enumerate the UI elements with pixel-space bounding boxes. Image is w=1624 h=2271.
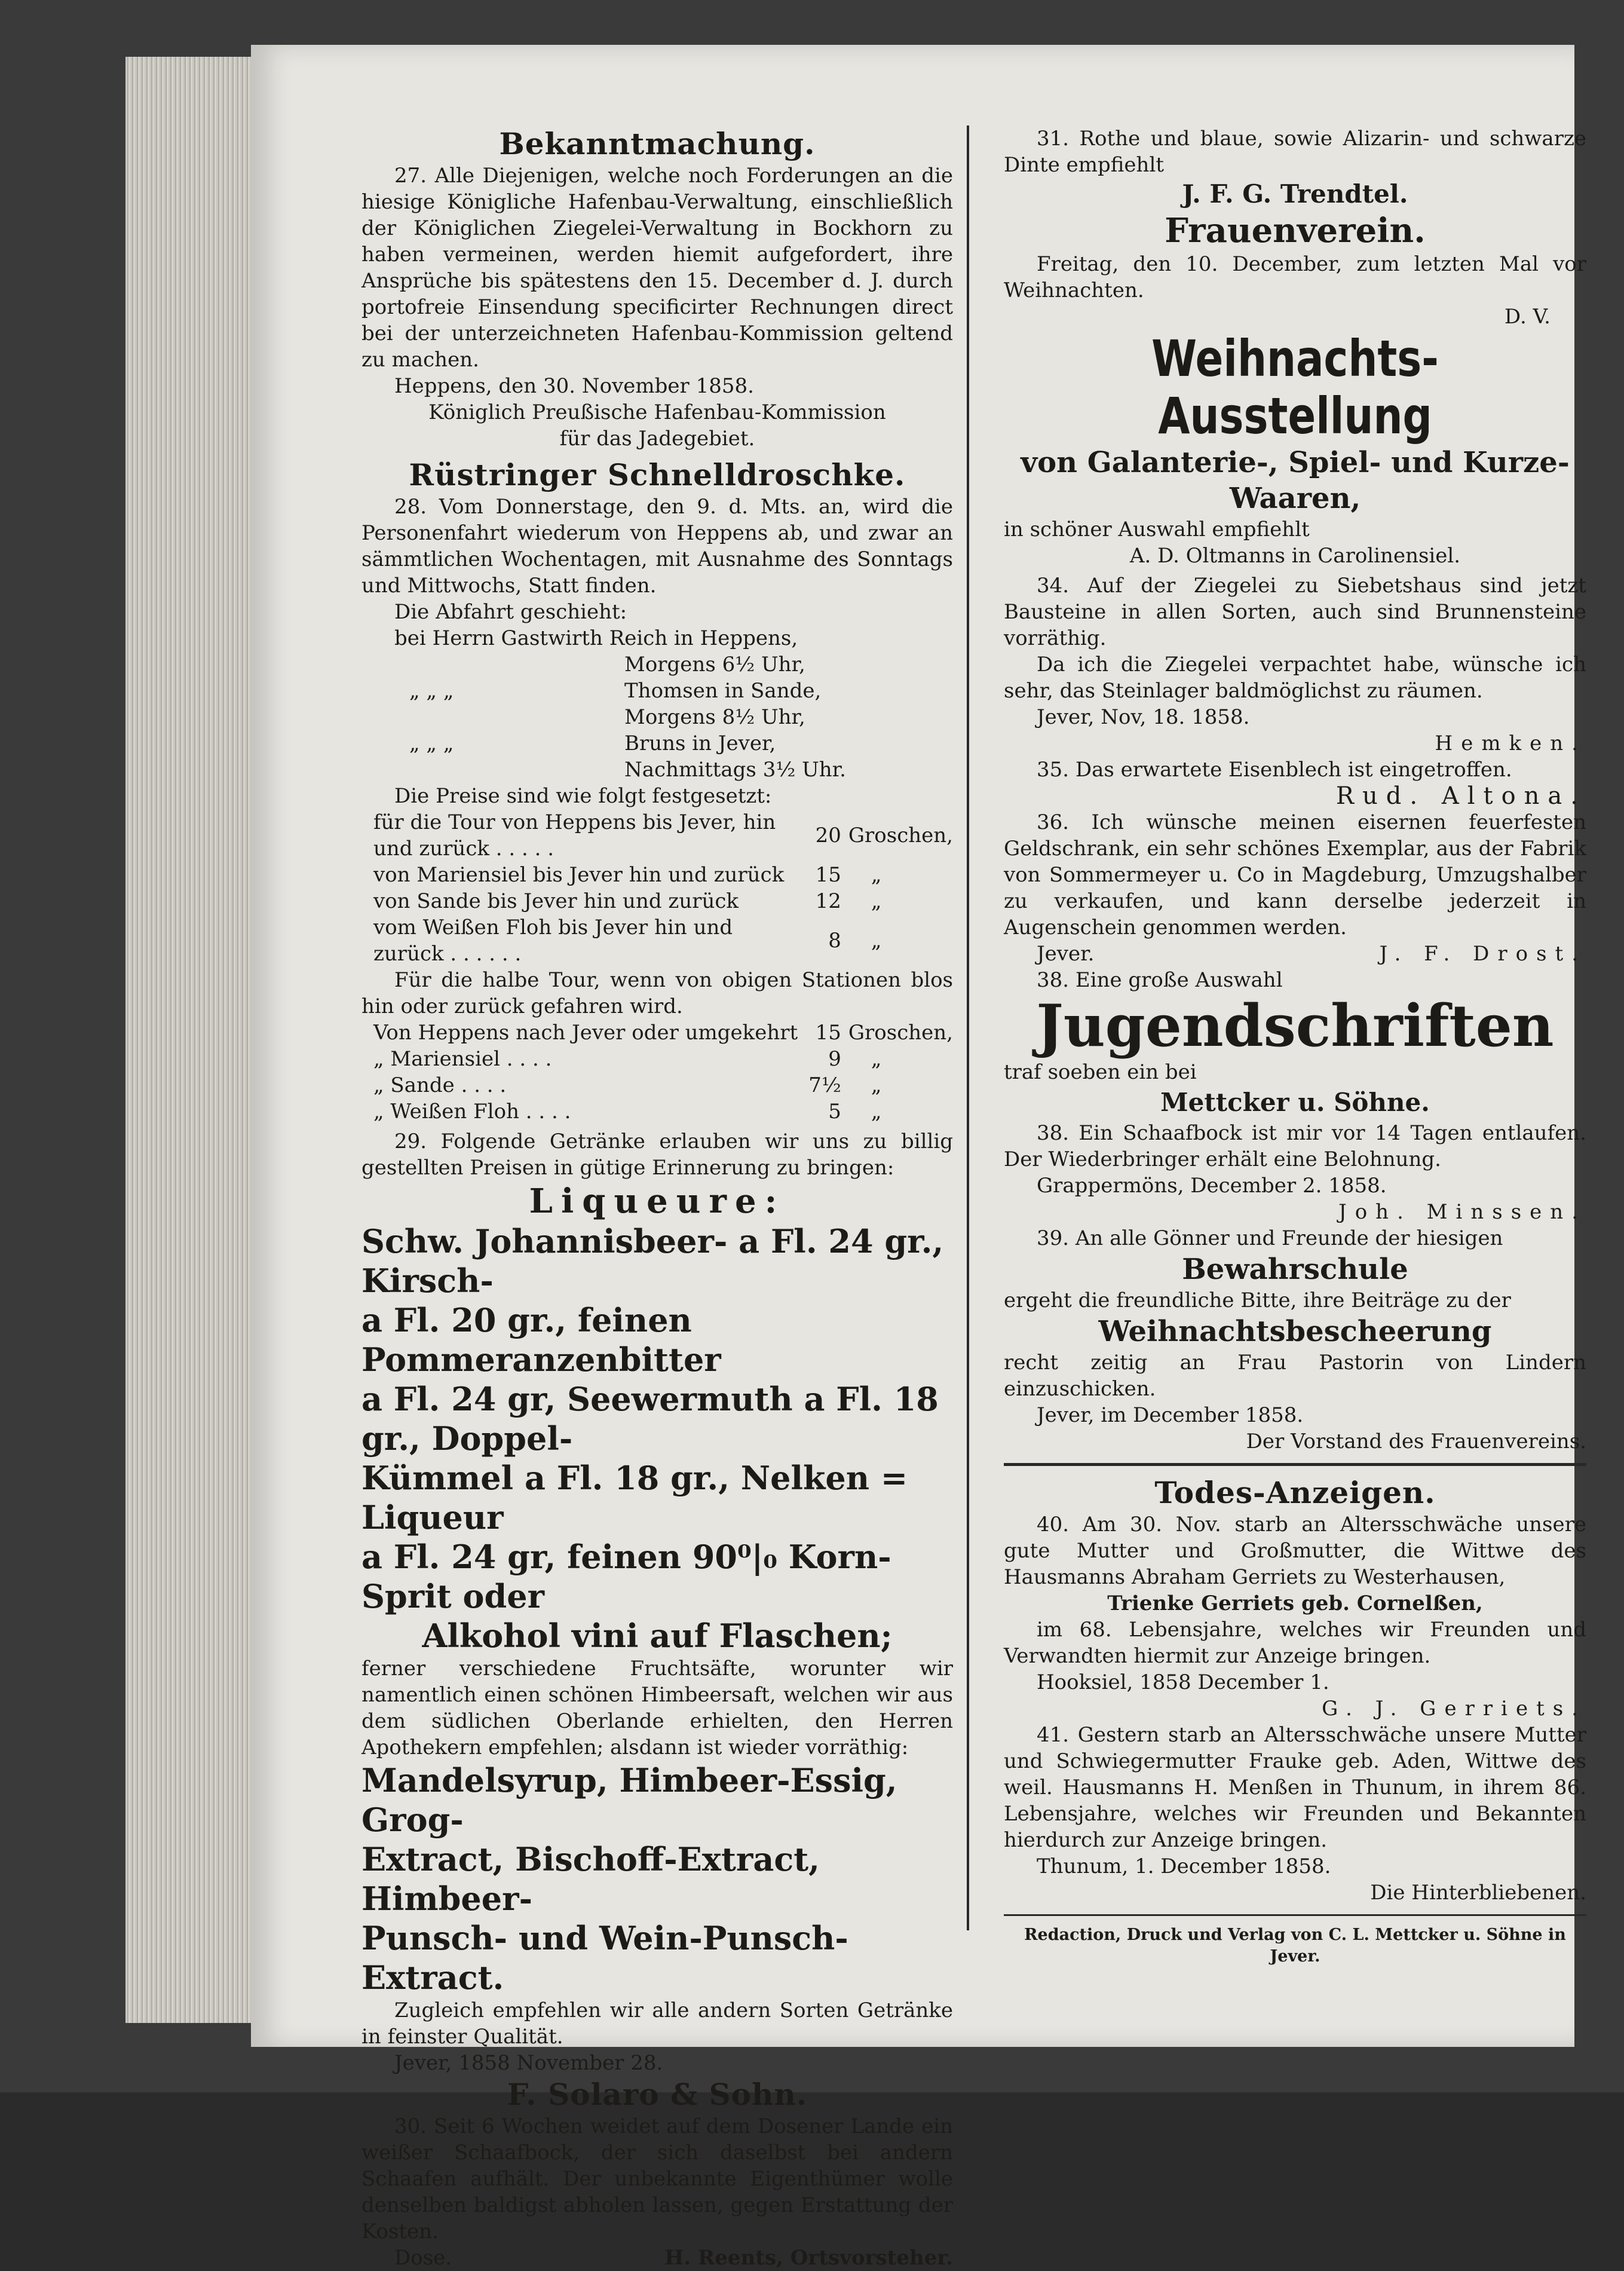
price-amount: 8 bbox=[828, 929, 841, 953]
liqueur-line: a Fl. 20 gr., feinen Pommeranzenbitter bbox=[361, 1301, 721, 1379]
schaafbock-place: Dose. bbox=[394, 2246, 452, 2270]
schedule-line: Nachmittags 3½ Uhr. bbox=[624, 758, 846, 782]
price-amount: 7½ bbox=[808, 1073, 841, 1097]
bewahrschule-signature: Der Vorstand des Frauenvereins. bbox=[1246, 1430, 1586, 1453]
ziegelei-signature: Hemken. bbox=[1435, 732, 1586, 755]
todes-40-date: Hooksiel, 1858 December 1. bbox=[1037, 1670, 1329, 1694]
abfahrt-label: Die Abfahrt geschieht: bbox=[394, 600, 627, 624]
todes-41-date: Thunum, 1. December 1858. bbox=[1037, 1854, 1331, 1878]
price-row bbox=[361, 914, 953, 967]
ditto-marks: „ „ „ bbox=[409, 679, 454, 703]
left-column bbox=[361, 126, 953, 2271]
price-unit: Groschen, bbox=[848, 824, 953, 847]
schaafbock-body: 30. Seit 6 Wochen weidet auf dem Dosener Lande ein weißer Schaafbock, der sich daselbst bei andern Schaafen aufhält. Der unbekannte Eigenthümer wolle denselben baldigst abholen lassen, gegen Erstattung der Kosten. bbox=[361, 2114, 953, 2244]
price-label: „ Sande . . . . bbox=[373, 1073, 507, 1097]
extract-line: Mandelsyrup, Himbeer-Essig, Grog- bbox=[361, 1761, 897, 1839]
getraenke-intro: 29. Folgende Getränke erlauben wir uns zu billig gestellten Preisen in gütige Erinnerung zu bringen: bbox=[361, 1130, 953, 1180]
frauenverein-heading: Frauenverein. bbox=[1165, 211, 1426, 250]
price-unit: „ bbox=[871, 1073, 882, 1097]
footer-rule bbox=[1004, 1914, 1586, 1916]
price-label: Von Heppens nach Jever oder umgekehrt bbox=[373, 1021, 798, 1045]
price-amount: 9 bbox=[828, 1047, 841, 1071]
price-label: vom Weißen Floh bis Jever hin und zurück . . . . . . bbox=[373, 916, 733, 966]
ditto-marks: „ „ „ bbox=[409, 732, 454, 755]
bekanntmachung-signature-2: für das Jadegebiet. bbox=[559, 427, 755, 451]
weihnachts-subtitle-2: Waaren, bbox=[1229, 482, 1361, 515]
price-amount: 20 bbox=[815, 824, 841, 847]
ziegelei-body-2: Da ich die Ziegelei verpachtet habe, wünsche ich sehr, das Steinlager baldmöglichst zu räumen. bbox=[1004, 653, 1586, 703]
price-row bbox=[361, 809, 953, 862]
todes-40-name: Trienke Gerriets geb. Cornelßen, bbox=[1107, 1591, 1483, 1615]
liqueur-line: a Fl. 24 gr, feinen 90⁰|₀ Korn-Sprit oder bbox=[361, 1538, 891, 1615]
todes-anzeigen-heading: Todes-Anzeigen. bbox=[1154, 1475, 1436, 1510]
schnelldroschke-heading: Rüstringer Schnelldroschke. bbox=[409, 457, 906, 492]
liqueur-line: Schw. Johannisbeer- a Fl. 24 gr., Kirsch- bbox=[361, 1222, 944, 1300]
liqueur-line: Kümmel a Fl. 18 gr., Nelken = Liqueur bbox=[361, 1459, 908, 1537]
liqueur-line: Alkohol vini auf Flaschen; bbox=[422, 1617, 893, 1655]
todes-40-body: 40. Am 30. Nov. starb an Altersschwäche unsere gute Mutter und Großmutter, die Wittwe des Hausmanns Abraham Gerriets zu Westerhausen, bbox=[1004, 1513, 1586, 1589]
entlaufen-date: Grappermöns, December 2. 1858. bbox=[1037, 1174, 1387, 1198]
eisenblech-body: 35. Das erwartete Eisenblech ist eingetroffen. bbox=[1037, 758, 1512, 782]
bewahrschule-body: ergeht die freundliche Bitte, ihre Beiträge zu der bbox=[1004, 1288, 1511, 1312]
section-rule bbox=[1004, 1463, 1586, 1466]
ziegelei-body: 34. Auf der Ziegelei zu Siebetshaus sind jetzt Bausteine in allen Sorten, auch sind Brunnensteine vorräthig. bbox=[1004, 574, 1586, 650]
price-unit: „ bbox=[871, 929, 882, 953]
todes-41-signature: Die Hinterbliebenen. bbox=[1370, 1881, 1586, 1905]
price-label: „ Weißen Floh . . . . bbox=[373, 1100, 571, 1124]
jugendschriften-intro: 38. Eine große Auswahl bbox=[1037, 968, 1283, 992]
schedule-line: bei Herrn Gastwirth Reich in Heppens, bbox=[394, 626, 798, 650]
dinte-ad-body: 31. Rothe und blaue, sowie Alizarin- und schwarze Dinte empfiehlt bbox=[1004, 127, 1586, 177]
price-label: „ Mariensiel . . . . bbox=[373, 1047, 552, 1071]
jugendschriften-body: traf soeben ein bei bbox=[1004, 1060, 1197, 1084]
price-amount: 5 bbox=[828, 1100, 841, 1124]
schnelldroschke-body: 28. Vom Donnerstage, den 9. d. Mts. an, wird die Personenfahrt wiederum von Heppens ab, und zwar an sämmtlichen Wochentagen, mit Ausnahme des Sonntags und Mittwochs, Statt finden. bbox=[361, 495, 953, 598]
price-amount: 15 bbox=[815, 863, 841, 887]
todes-40-signature: G. J. Gerriets. bbox=[1322, 1697, 1586, 1721]
price-table bbox=[361, 809, 953, 967]
price-unit: „ bbox=[871, 889, 882, 913]
price-row bbox=[361, 1072, 953, 1098]
entlaufen-signature: Joh. Minssen. bbox=[1338, 1200, 1586, 1224]
price-label: von Mariensiel bis Jever hin und zurück bbox=[373, 863, 785, 887]
half-price-table bbox=[361, 1020, 953, 1125]
price-row bbox=[361, 1020, 953, 1046]
preise-label: Die Preise sind wie folgt festgesetzt: bbox=[394, 784, 772, 808]
weihnachtsbescheerung-heading: Weihnachtsbescheerung bbox=[1098, 1315, 1492, 1348]
todes-40-body-2: im 68. Lebensjahre, welches wir Freunden und Verwandten hiermit zur Anzeige bringen. bbox=[1004, 1618, 1586, 1668]
bekanntmachung-heading: Bekanntmachung. bbox=[499, 126, 816, 161]
price-row bbox=[361, 862, 953, 888]
column-divider bbox=[967, 126, 969, 1930]
entlaufen-body: 38. Ein Schaafbock ist mir vor 14 Tagen entlaufen. Der Wiederbringer erhält eine Belohnung. bbox=[1004, 1121, 1586, 1171]
bewahrschule-heading: Bewahrschule bbox=[1182, 1253, 1408, 1286]
weihnachts-ausstellung-heading: Weihnachts-Ausstellung bbox=[1151, 329, 1439, 445]
price-unit: „ bbox=[871, 863, 882, 887]
weihnachts-subtitle: von Galanterie-, Spiel- und Kurze- bbox=[1021, 446, 1570, 479]
frauenverein-body: Freitag, den 10. December, zum letzten Mal vor Weihnachten. bbox=[1004, 252, 1586, 302]
bewahrschule-date: Jever, im December 1858. bbox=[1037, 1403, 1304, 1427]
price-unit: Groschen, bbox=[848, 1021, 953, 1045]
price-unit: „ bbox=[871, 1047, 882, 1071]
schedule-line: Morgens 8½ Uhr, bbox=[624, 705, 805, 729]
bewahrschule-intro: 39. An alle Gönner und Freunde der hiesigen bbox=[1037, 1226, 1503, 1250]
geldschrank-signature: J. F. Drost. bbox=[1379, 942, 1586, 966]
right-column bbox=[1004, 126, 1586, 1967]
bekanntmachung-date: Heppens, den 30. November 1858. bbox=[394, 374, 754, 398]
price-row bbox=[361, 1098, 953, 1125]
price-unit: „ bbox=[871, 1100, 882, 1124]
ziegelei-date: Jever, Nov, 18. 1858. bbox=[1037, 705, 1250, 729]
imprint-footer: Redaction, Druck und Verlag von C. L. Mettcker u. Söhne in Jever. bbox=[1024, 1926, 1566, 1966]
schedule-line: Morgens 6½ Uhr, bbox=[624, 653, 805, 677]
bekanntmachung-signature: Königlich Preußische Hafenbau-Kommission bbox=[428, 400, 886, 424]
bekanntmachung-body: 27. Alle Diejenigen, welche noch Forderungen an die hiesige Königliche Hafenbau-Verwaltung, einschließlich der Königlichen Ziegelei-Verwaltung in Bockhorn zu haben vermeinen, werden hiemit aufgefordert, ihre Ansprüche bis spätestens den 15. December d. J. durch portofreie Einsendung specificirter Rechnungen direct bei der unterzeichneten Hafenbau-Kommission geltend zu machen. bbox=[361, 164, 953, 372]
extract-line: Extract, Bischoff-Extract, Himbeer- bbox=[361, 1840, 820, 1918]
solaro-signature: F. Solaro & Sohn. bbox=[507, 2077, 808, 2112]
fruchtsaefte-text: ferner verschiedene Fruchtsäfte, worunter wir namentlich einen schönen Himbeersaft, welchen wir aus dem südlichen Oberlande erhielten, den Herren Apothekern empfehlen; alsdann ist wieder vorräthig: bbox=[361, 1657, 953, 1759]
geldschrank-place: Jever. bbox=[1037, 942, 1095, 966]
book-page-edges bbox=[125, 57, 251, 2023]
schaafbock-signature: H. Reents, Ortsvorsteher. bbox=[664, 2246, 953, 2270]
schedule-line: Thomsen in Sande, bbox=[624, 679, 822, 703]
price-label: von Sande bis Jever hin und zurück bbox=[373, 889, 739, 913]
price-label: für die Tour von Heppens bis Jever, hin und zurück . . . . . bbox=[373, 810, 776, 861]
price-row bbox=[361, 888, 953, 914]
eisenblech-signature: Rud. Altona. bbox=[1335, 782, 1586, 810]
dinte-ad-signature: J. F. G. Trendtel. bbox=[1182, 179, 1408, 209]
todes-41-body: 41. Gestern starb an Altersschwäche unsere Mutter und Schwiegermutter Frauke geb. Aden, Wittwe des weil. Hausmanns H. Menßen in Thunum, in ihrem 86. Lebensjahre, welches wir Freunden und Bekannten hierdurch zur Anzeige bringen. bbox=[1004, 1723, 1586, 1852]
geldschrank-body: 36. Ich wünsche meinen eisernen feuerfesten Geldschrank, ein sehr schönes Exemplar, aus der Fabrik von Sommermeyer u. Co in Magdeburg, Umzugshalber zu verkaufen, und kann derselbe jederzeit in Augenschein genommen werden. bbox=[1004, 810, 1586, 939]
weihnachts-body: in schöner Auswahl empfiehlt bbox=[1004, 518, 1310, 541]
jugendschriften-heading: Jugendschriften bbox=[1036, 992, 1554, 1060]
liqueur-line: a Fl. 24 gr, Seewermuth a Fl. 18 gr., Doppel- bbox=[361, 1380, 939, 1458]
frauenverein-signature: D. V. bbox=[1504, 305, 1551, 329]
jugendschriften-signature: Mettcker u. Söhne. bbox=[1160, 1088, 1430, 1117]
halbe-tour-text: Für die halbe Tour, wenn von obigen Stationen blos hin oder zurück gefahren wird. bbox=[361, 968, 953, 1018]
zugleich-text: Zugleich empfehlen wir alle andern Sorten Getränke in feinster Qualität. bbox=[361, 1998, 953, 2049]
schedule-line: Bruns in Jever, bbox=[624, 732, 776, 755]
price-row bbox=[361, 1046, 953, 1072]
liqueure-heading: Liqueure: bbox=[529, 1182, 786, 1221]
getraenke-date: Jever, 1858 November 28. bbox=[394, 2051, 663, 2075]
weihnachts-signature: A. D. Oltmanns in Carolinensiel. bbox=[1129, 544, 1461, 568]
extract-line: Punsch- und Wein-Punsch-Extract. bbox=[361, 1919, 848, 1997]
price-amount: 15 bbox=[815, 1021, 841, 1045]
price-amount: 12 bbox=[815, 889, 841, 913]
bewahrschule-body-2: recht zeitig an Frau Pastorin von Lindern einzuschicken. bbox=[1004, 1351, 1586, 1401]
